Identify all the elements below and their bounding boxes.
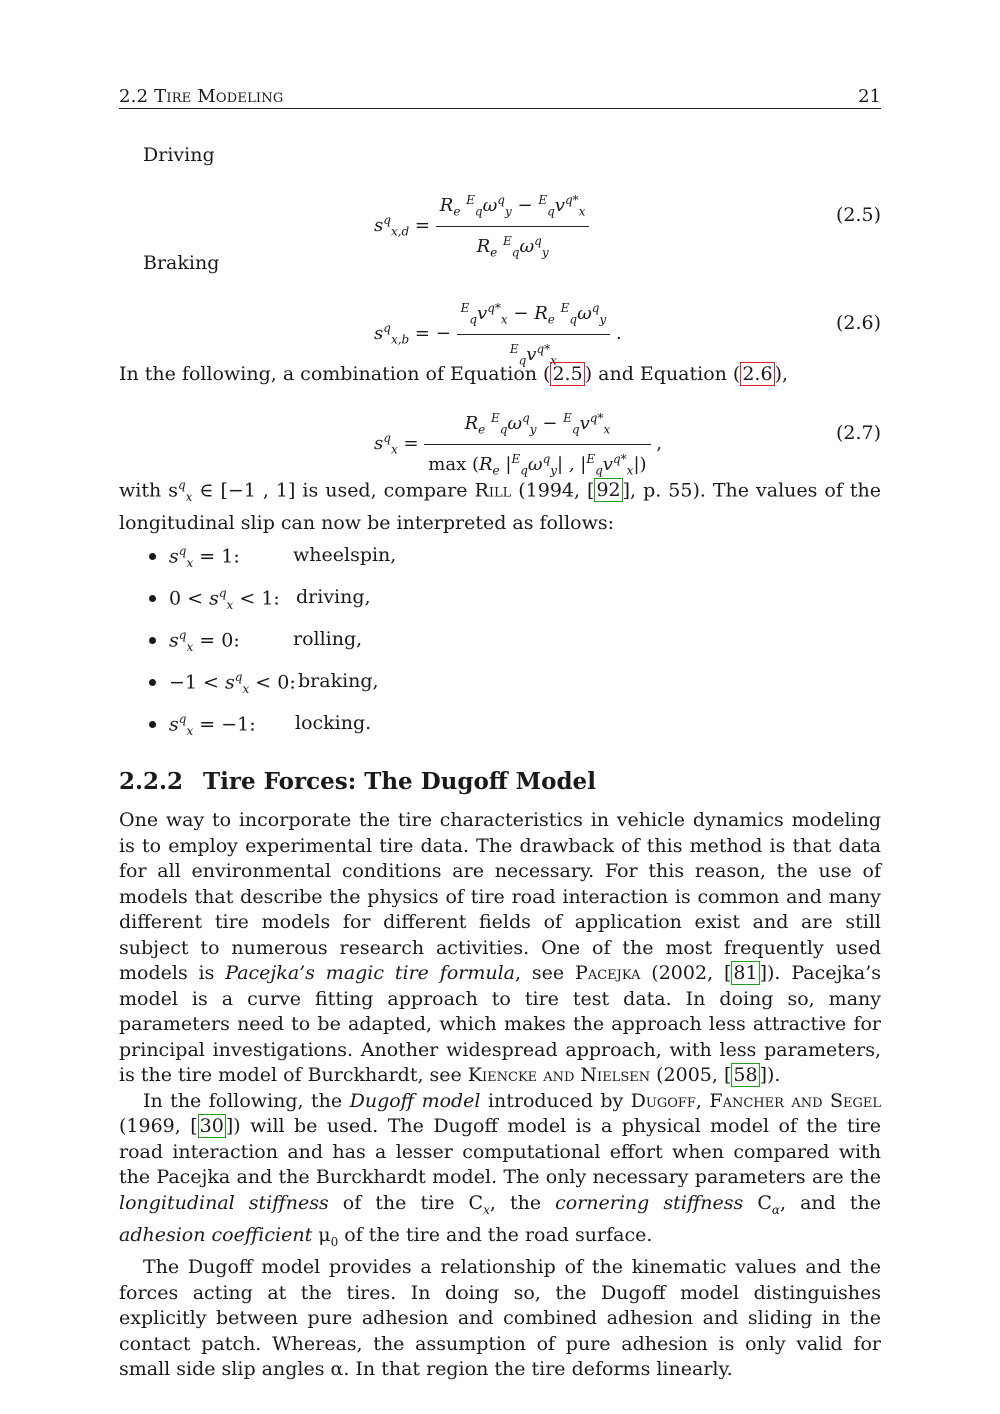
header-section-title: 2.2 Tire Modeling (119, 86, 284, 107)
combination-intro: In the following, a combination of Equation ( 2.5 ) and Equation ( 2.6 ), (119, 363, 789, 385)
eq-number-2-7: (2.7) (835, 422, 881, 444)
paragraph-2: In the following, the Dugoff model introduced by Dugoff, Fancher and Segel (1969, [ 30 ]) will be used. The Dugoff model is a physical model of the tire road interaction and has a lesser computational effort when compared with the Pacejka and the Burckhardt model. The only necessary parameters are the longitudinal stiffness of the tire $C_x$, the cornering stiffness $C_\alpha$, and the adhesion coefficient $\mu_0$ of the tire and the road surface. (119, 1089, 881, 1249)
section-number: 2.2.2 (119, 768, 184, 795)
equation-2-5 (374, 186, 589, 266)
header-page-number: 21 (858, 86, 881, 107)
ref-eq-2-5[interactable]: 2.5 (552, 363, 583, 385)
ref-eq-2-6[interactable]: 2.6 (742, 363, 773, 385)
bullet-description: locking. (295, 712, 372, 734)
bullet-condition: $0 < s^q_x < 1$: (169, 586, 280, 613)
eq-2-7-trail: , (656, 433, 663, 455)
eq-2-6-fraction: $\frac{^E_qv^{q*}_x - R_e ^E_q\omega^q_y}{^E_qv^{q*}_x}$ (457, 294, 611, 374)
bullet-icon (149, 595, 156, 602)
eq-number-2-6: (2.6) (835, 312, 881, 334)
paragraph-3: The Dugoff model provides a relationship of the kinematic values and the forces acting at the tires. In doing so, the Dugoff model distinguishes explicitly between pure adhesion and combined adhesion and sliding in the contact patch. Whereas, the assumption of pure adhesion is only valid for small side slip angles α. In that region the tire deforms linearly. (119, 1256, 881, 1381)
bullet-icon (149, 679, 156, 686)
eq-2-7-lhs: $s^q_x$ = (374, 431, 419, 457)
running-header (119, 86, 881, 109)
label-driving: Driving (143, 144, 215, 166)
section-title: Tire Forces: The Dugoff Model (203, 768, 596, 795)
ref-30[interactable]: 30 (199, 1115, 224, 1137)
paragraph-1: One way to incorporate the tire characteristics in vehicle dynamics modeling is to employ experimental tire data. The drawback of this method is that data for all environmental conditions are necessary. For this reason, the use of models that describe the physics of tire road interaction is common and many different tire models for different fields of application exist and are still subject to numerous research activities. One of the most frequently used models is Pacejka’s magic tire formula, see Pacejka (2002, [ 81 ]). Pacejka’s model is a curve fitting approach to tire test data. In doing so, many parameters need to be adapted, which makes the approach less attractive for principal investigations. Another widespread approach, with less parameters, is the tire model of Burckhardt, see Kiencke and Nielsen (2005, [ 58 ]). (119, 809, 881, 1086)
eq-number-2-5: (2.5) (835, 204, 881, 226)
eq-2-7-fraction: $\frac{R_e ^E_q\omega^q_y - ^E_qv^{q*}_x}{\max (R_e |^E_q\omega^q_y| , |^E_qv^{q*}_x|)}$ (424, 404, 650, 484)
ref-81[interactable]: 81 (733, 962, 758, 984)
bullet-description: rolling, (293, 628, 363, 650)
eq-2-6-trail: . (615, 323, 622, 345)
bullet-condition: $-1 < s^q_x < 0$: (169, 670, 296, 697)
bullet-description: braking, (298, 670, 379, 692)
eq-2-6-lhs: $s^q_{x,b}$ = − (374, 321, 451, 347)
bullet-description: driving, (296, 586, 371, 608)
eq-2-5-lhs: $s^q_{x,d}$ = (374, 213, 431, 239)
slip-interpretation-paragraph: with $s^q_x$ ∈ [−1 , 1] is used, compare Rill (1994, [ 92 ], p. 55). The values of the longitudinal slip can now be interpreted as follows: (119, 478, 881, 534)
bullet-condition: $s^q_x = 1$: (169, 544, 240, 571)
eq-2-5-fraction: $\frac{R_e ^E_q\omega^q_y - ^E_qv^{q*}_x}{R_e ^E_q\omega^q_y}$ (436, 186, 590, 266)
body-text (119, 808, 881, 1383)
bullet-icon (149, 553, 156, 560)
ref-92[interactable]: 92 (596, 479, 621, 502)
bullet-icon (149, 721, 156, 728)
bullet-condition: $s^q_x = -1$: (169, 712, 256, 739)
section-heading (119, 768, 596, 795)
ref-58[interactable]: 58 (733, 1064, 758, 1086)
bullet-description: wheelspin, (293, 544, 397, 566)
label-braking: Braking (143, 252, 220, 274)
bullet-icon (149, 637, 156, 644)
bullet-condition: $s^q_x = 0$: (169, 628, 240, 655)
